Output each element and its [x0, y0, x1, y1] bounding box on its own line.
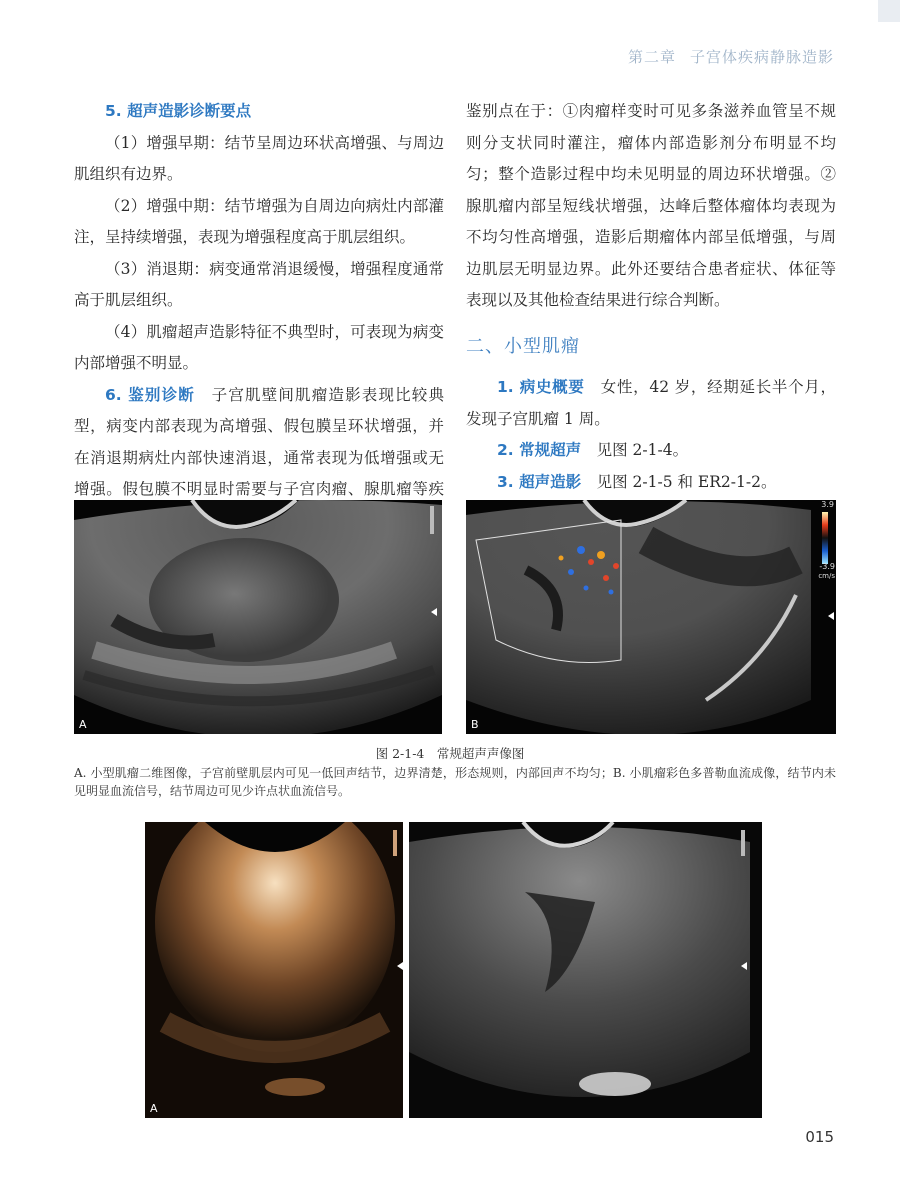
- scale-unit-label: cm/s: [818, 572, 835, 580]
- heading-ceus: 3. 超声造影: [497, 472, 582, 491]
- left-column: [74, 96, 444, 537]
- section-title-small-fibroid: 二、小型肌瘤: [466, 335, 580, 357]
- heading-conventional-us: 2. 常规超声: [497, 441, 582, 459]
- panel-label-b: B: [471, 718, 479, 731]
- color-doppler-graphic: [466, 500, 836, 734]
- right-column: [466, 96, 836, 498]
- heading-diagnosis-points: 5. 超声造影诊断要点: [105, 102, 252, 120]
- scale-max-label: 3.9: [821, 500, 834, 509]
- ultrasound-image-a: [74, 500, 442, 734]
- page-number: 015: [805, 1128, 834, 1146]
- grayscale-ultrasound-graphic: [74, 500, 442, 734]
- paragraph-early-phase: （1）增强早期：结节呈周边环状高增强、与周边肌组织有边界。: [74, 133, 444, 183]
- panel-label-a: A: [79, 718, 87, 731]
- heading-history: 1. 病史概要: [497, 378, 585, 396]
- paragraph-conventional-us: [466, 435, 836, 467]
- paragraph-atypical: （4）肌瘤超声造影特征不典型时，可表现为病变内部增强不明显。: [74, 322, 444, 372]
- history-text: 女性，42 岁，经期延长半个月，发现子宫肌瘤 1 周。: [466, 378, 836, 428]
- running-header: [628, 46, 834, 67]
- chapter-number: 第二章: [627, 48, 676, 66]
- chapter-title: 子宫体疾病静脉造影: [689, 48, 834, 66]
- paragraph-washout-phase: （3）消退期：病变通常消退缓慢，增强程度通常高于肌层组织。: [74, 259, 444, 309]
- differential-text: 子宫肌壁间肌瘤造影表现比较典型，病变内部表现为高增强、假包膜呈环状增强，并在消退期病灶内部快速消退，通常表现为低增强或无增强。假包膜不明显时需要与子宫肉瘤、腺肌瘤等疾: [74, 385, 444, 498]
- figure-caption-title: 图 2-1-4 常规超声声像图: [375, 746, 525, 761]
- ultrasound-image-b: [466, 500, 836, 734]
- heading-differential: 6. 鉴别诊断: [105, 385, 195, 404]
- paragraph-history: [466, 372, 836, 435]
- corner-tab: [878, 0, 900, 22]
- ceus-text: 见图 2-1-5 和 ER2-1-2。: [596, 472, 777, 491]
- paragraph-ceus: [466, 467, 836, 499]
- panel-label-contrast-a: A: [150, 1102, 158, 1115]
- scale-min-label: -3.9: [819, 562, 835, 571]
- figure-caption-body: A. 小型肌瘤二维图像，子宫前壁肌层内可见一低回声结节，边界清楚，形态规则，内部回声不均匀；B. 小肌瘤彩色多普勒血流成像，结节内未见明显血流信号，结节周边可见少许点状血流信号。: [74, 766, 836, 798]
- paragraph-continuation: 鉴别点在于：①肉瘤样变时可见多条滋养血管呈不规则分支状同时灌注，瘤体内部造影剂分布明显不均匀；整个造影过程中均未见明显的周边环状增强。②腺肌瘤内部呈短线状增强，达峰后整体瘤体均表现为不均匀性高增强，造影后期瘤体内部呈低增强，与周边肌层无明显边界。此外还要结合患者症状、体征等表现以及其他检查结果进行综合判断。: [466, 102, 836, 309]
- conventional-us-text: 见图 2-1-4。: [596, 441, 689, 459]
- paragraph-mid-phase: （2）增强中期：结节增强为自周边向病灶内部灌注，呈持续增强，表现为增强程度高于肌层组织。: [74, 196, 444, 246]
- contrast-ultrasound-image: [145, 822, 762, 1118]
- contrast-dual-panel-graphic: [145, 822, 762, 1118]
